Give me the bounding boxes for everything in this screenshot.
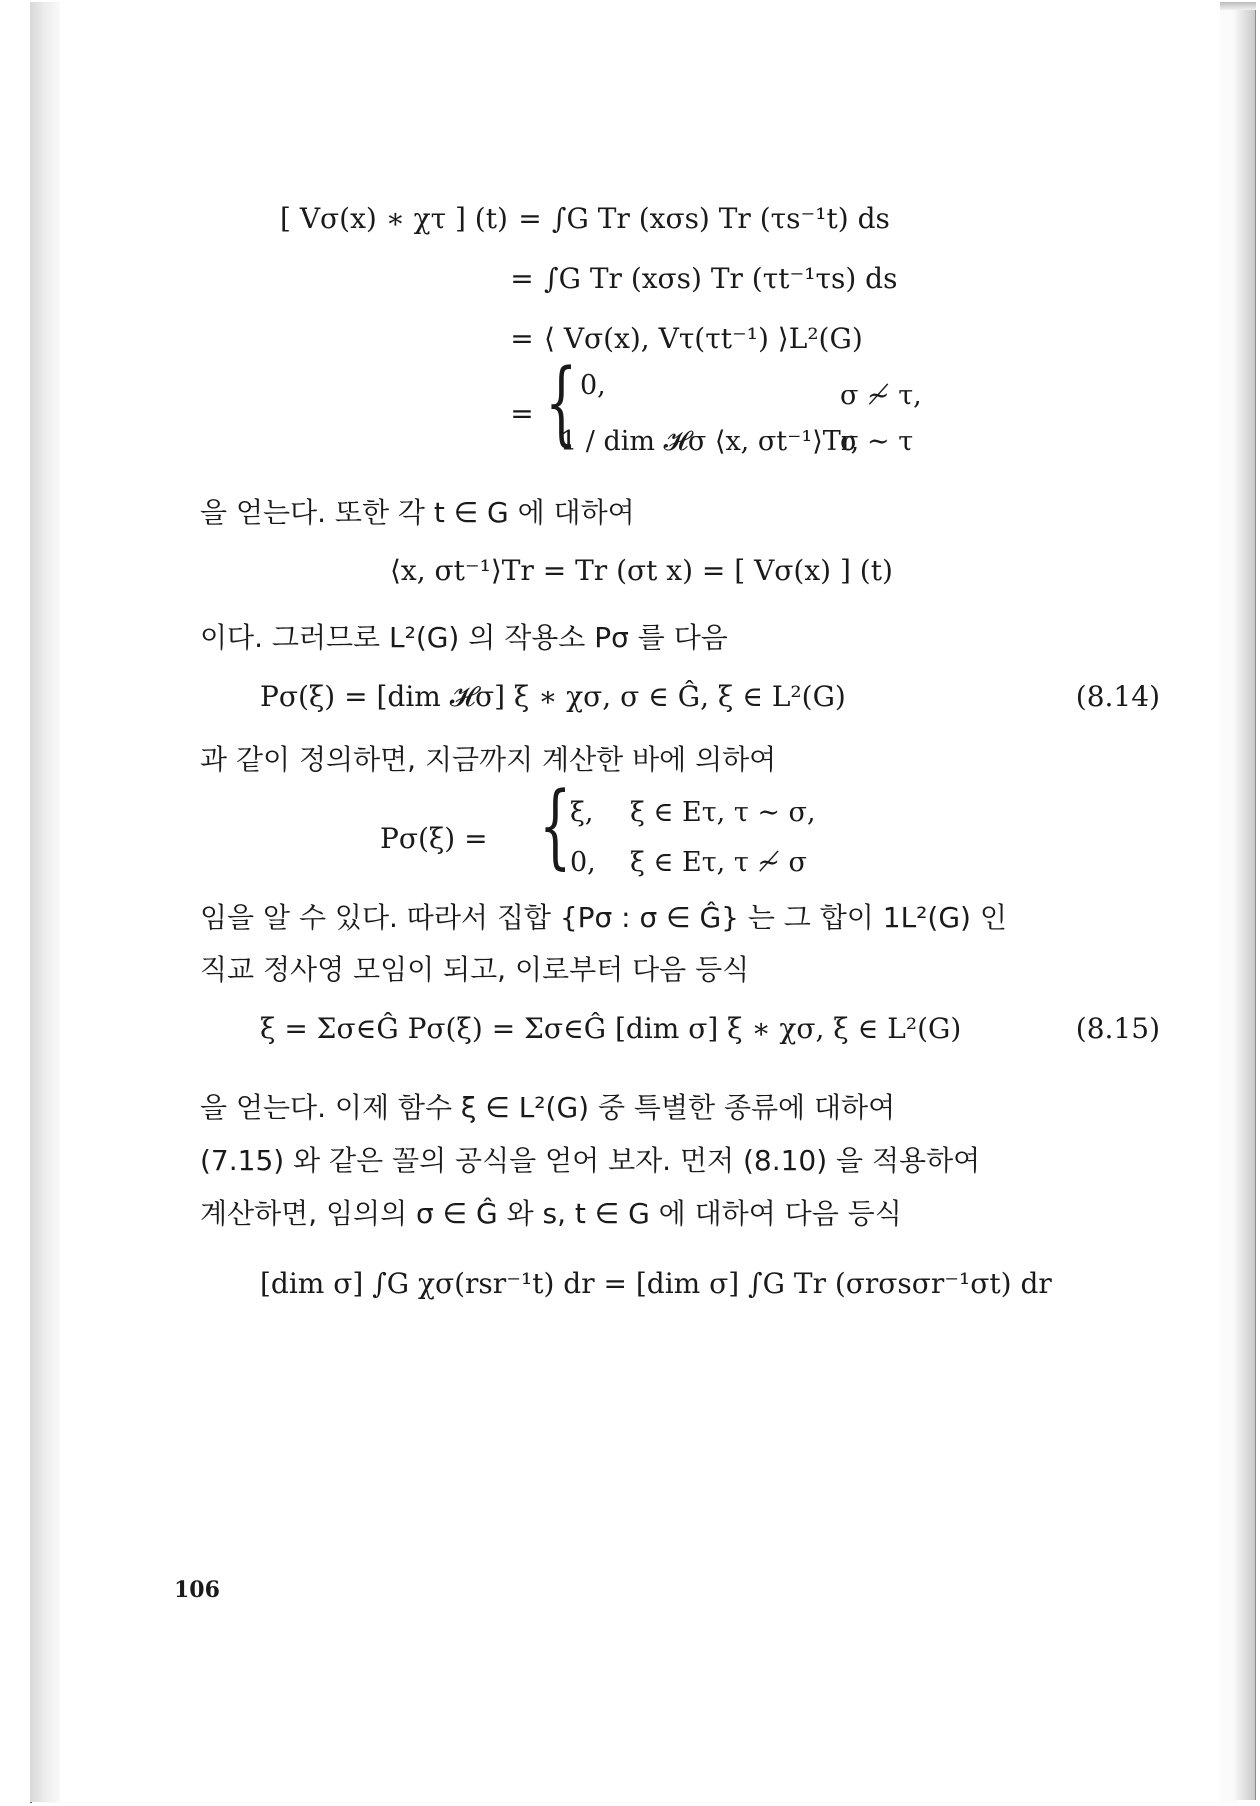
equation-8-14: Pσ(ξ) = [dim 𝓗σ] ξ ∗ χσ, σ ∈ Ĝ, ξ ∈ L²(G) <box>260 680 846 713</box>
projection-case-1-value: ξ, <box>570 797 594 828</box>
page-edge-right <box>1233 6 1256 1800</box>
display1-case-1-condition: σ ≁ τ, <box>840 380 922 411</box>
display1-rhs-2: ∫G Tr (xσs) Tr (τt⁻¹τs) ds <box>544 262 898 295</box>
display1-case-1-value: 0, <box>580 370 606 401</box>
display1-row-2 <box>500 262 897 295</box>
equation-8-15-number: (8.15) <box>1075 1012 1160 1045</box>
paragraph-text-4-line-2: 직교 정사영 모임이 되고, 이로부터 다음 등식 <box>200 953 750 986</box>
page-number: 106 <box>174 1577 220 1603</box>
book-spine-shadow <box>30 2 62 1802</box>
equation-integral-character: [dim σ] ∫G χσ(rsr⁻¹t) dr = [dim σ] ∫G Tr (σrσsσr⁻¹σt) dr <box>260 1267 1052 1300</box>
paragraph-text-1: 을 얻는다. 또한 각 t ∈ G 에 대하여 <box>200 496 635 529</box>
paragraph-text-3: 과 같이 정의하면, 지금까지 계산한 바에 의하여 <box>200 743 777 776</box>
paragraph-text-5-line-2: (7.15) 와 같은 꼴의 공식을 얻어 보자. 먼저 (8.10) 을 적용하여 <box>200 1144 981 1177</box>
display1-rel-2: = <box>510 262 534 295</box>
display1-rhs-1: ∫G Tr (xσs) Tr (τs⁻¹t) ds <box>551 202 890 235</box>
display1-rel-1: = <box>518 202 542 235</box>
paragraph-text-4-line-1: 임을 알 수 있다. 따라서 집합 {Pσ : σ ∈ Ĝ} 는 그 합이 1L²(G) 인 <box>200 901 1007 934</box>
display1-cases-rel-row <box>500 397 544 430</box>
projection-case-1-condition: ξ ∈ Eτ, τ ∼ σ, <box>630 797 816 828</box>
paragraph-text-2: 이다. 그러므로 L²(G) 의 작용소 Pσ 를 다음 <box>200 621 728 654</box>
projection-brace: { <box>539 772 572 879</box>
display1-row-1 <box>280 202 890 235</box>
equation-8-15: ξ = Σσ∈Ĝ Pσ(ξ) = Σσ∈Ĝ [dim σ] ξ ∗ χσ, ξ ∈ L²(G) <box>260 1012 962 1045</box>
display1-case-2-value: 1 / dim 𝓗σ ⟨x, σt⁻¹⟩Tr, <box>560 426 860 457</box>
projection-case-2-condition: ξ ∈ Eτ, τ ≁ σ <box>630 847 807 878</box>
book-page <box>60 2 1220 1802</box>
display1-case-2-condition: σ ∼ τ <box>840 426 914 457</box>
paragraph-text-5-line-1: 을 얻는다. 이제 함수 ξ ∈ L²(G) 중 특별한 종류에 대하여 <box>200 1091 896 1124</box>
display1-rhs-3: ⟨ Vσ(x), Vτ(τt⁻¹) ⟩L²(G) <box>544 322 863 355</box>
display1-cases-rel: = <box>510 397 534 430</box>
display1-rel-3: = <box>510 322 534 355</box>
equation-8-14-number: (8.14) <box>1075 680 1160 713</box>
display1-lhs: [ Vσ(x) ∗ χτ ] (t) <box>280 202 508 235</box>
projection-case-2-value: 0, <box>570 847 596 878</box>
equation-tr-inner-product: ⟨x, σt⁻¹⟩Tr = Tr (σt x) = [ Vσ(x) ] (t) <box>390 554 893 587</box>
display1-brace: { <box>545 349 578 456</box>
page-edge-top <box>1216 2 1256 10</box>
projection-lhs: Pσ(ξ) = <box>380 822 488 855</box>
paragraph-text-5-line-3: 계산하면, 임의의 σ ∈ Ĝ 와 s, t ∈ G 에 대하여 다음 등식 <box>200 1197 902 1230</box>
